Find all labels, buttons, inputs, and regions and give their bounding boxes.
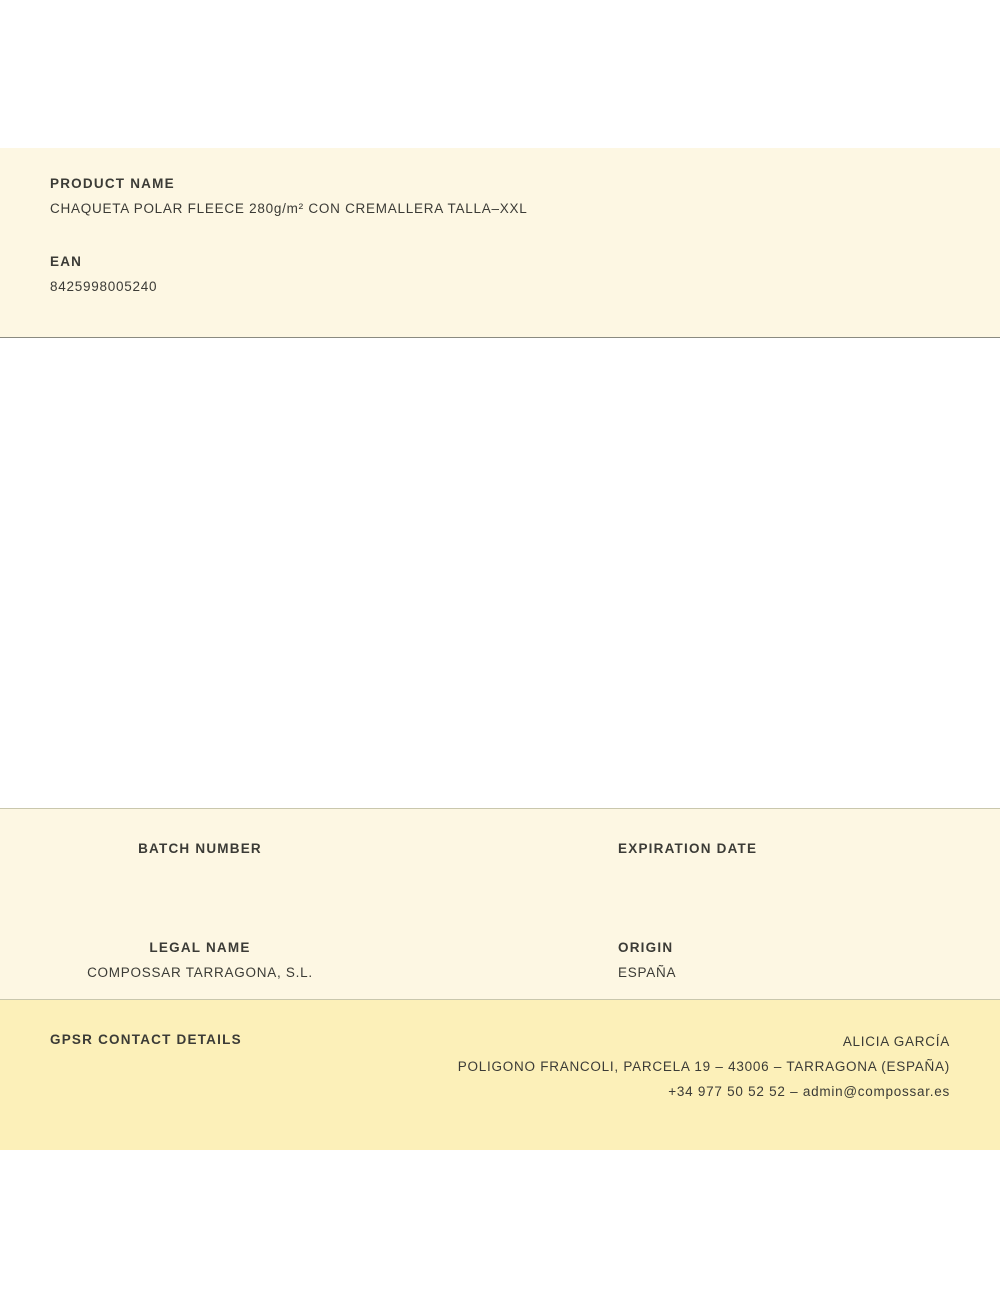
origin-value: ESPAÑA xyxy=(618,965,677,980)
gpsr-contact-title: GPSR CONTACT DETAILS xyxy=(50,1032,242,1047)
ean-value: 8425998005240 xyxy=(50,279,158,294)
expiration-date-label: EXPIRATION DATE xyxy=(618,841,758,856)
expiration-date-value xyxy=(618,866,1000,882)
product-name-group xyxy=(50,176,950,216)
gpsr-contact-phone-email: +34 977 50 52 52 – admin@compossar.es xyxy=(668,1083,950,1099)
expiration-date-group xyxy=(500,841,1000,882)
origin-group xyxy=(500,940,1000,981)
details-section xyxy=(0,808,1000,1000)
legal-name-value: COMPOSSAR TARRAGONA, S.L. xyxy=(87,965,313,980)
batch-number-group xyxy=(0,841,500,882)
gpsr-contact-section xyxy=(0,1000,1000,1150)
gpsr-contact-person: ALICIA GARCÍA xyxy=(842,1034,950,1049)
legal-name-group xyxy=(0,940,500,981)
product-name-value: CHAQUETA POLAR FLEECE 280g/m² CON CREMALLERA TALLA–XXL xyxy=(50,201,528,216)
origin-label: ORIGIN xyxy=(618,940,674,955)
gpsr-contact-address: POLIGONO FRANCOLI, PARCELA 19 – 43006 – TARRAGONA (ESPAÑA) xyxy=(457,1058,950,1074)
ean-group xyxy=(50,254,950,294)
legal-name-label: LEGAL NAME xyxy=(149,940,251,955)
blank-content-area xyxy=(0,338,1000,808)
ean-label: EAN xyxy=(50,254,83,269)
batch-number-value xyxy=(0,866,400,882)
bottom-spacer xyxy=(0,1150,1000,1300)
product-section xyxy=(0,148,1000,338)
batch-number-label: BATCH NUMBER xyxy=(138,841,262,856)
gpsr-contact-lines xyxy=(458,1030,950,1105)
product-name-label: PRODUCT NAME xyxy=(50,176,175,191)
batch-expiration-row xyxy=(0,809,1000,882)
top-spacer xyxy=(0,0,1000,148)
legal-origin-row xyxy=(0,882,1000,981)
